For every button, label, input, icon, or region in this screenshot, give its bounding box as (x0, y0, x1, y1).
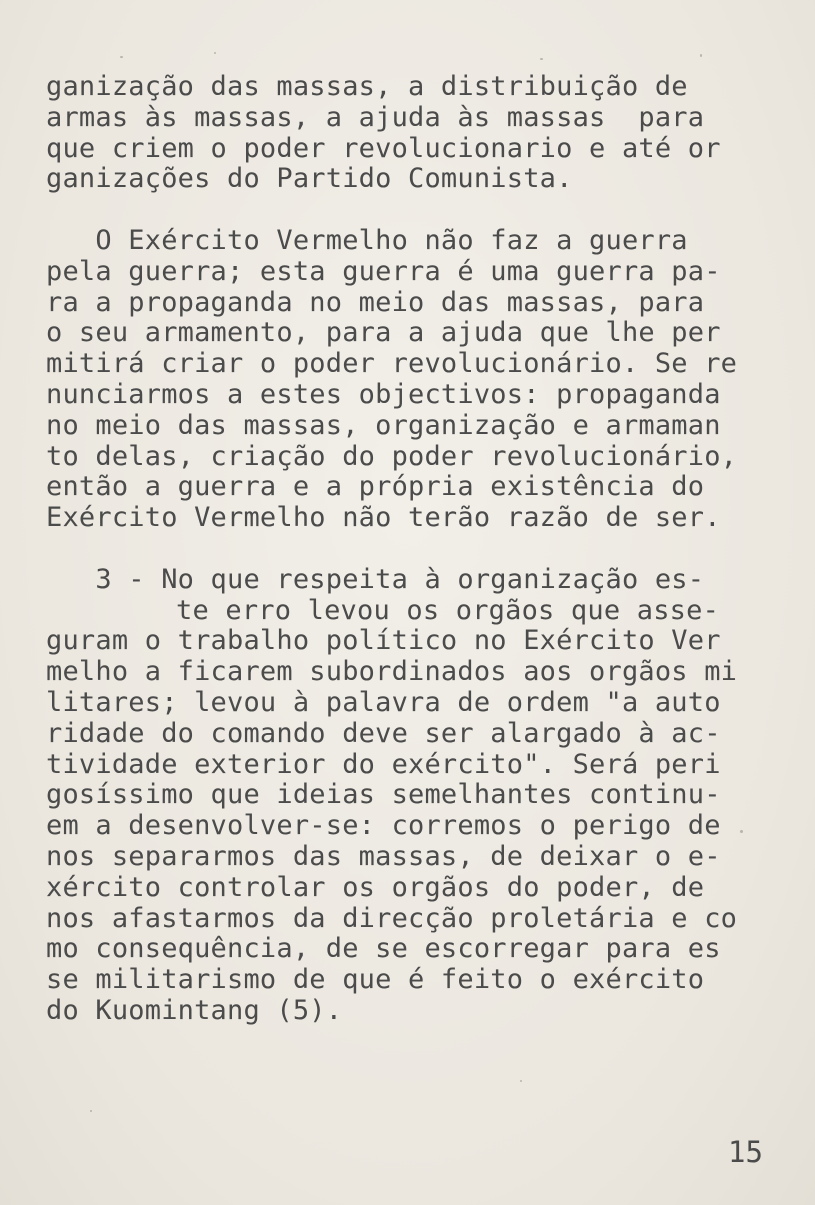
paper-speck (740, 830, 743, 833)
text-line: nos afastarmos da direcção proletária e co (46, 902, 738, 934)
text-line: se militarismo de que é feito o exército (46, 964, 705, 996)
text-line: mitirá criar o poder revolucionário. Se re (46, 348, 738, 380)
text-line: mo consequência, de se escorregar para es (46, 933, 721, 965)
paper-speck (214, 52, 216, 54)
text-line: que criem o poder revolucionario e até or (46, 132, 721, 164)
text-line: ganização das massas, a distribuição de (46, 71, 688, 102)
text-line: Exército Vermelho não terão razão de ser. (46, 502, 721, 534)
text-line: litares; levou à palavra de ordem "a auto (46, 686, 721, 718)
text-line: em a desenvolver-se: corremos o perigo de (46, 810, 721, 842)
text-line: gosíssimo que ideias semelhantes continu- (46, 779, 721, 811)
text-line: nunciarmos a estes objectivos: propaganda (46, 378, 721, 410)
paragraph-gap (46, 534, 786, 565)
text-line: to delas, criação do poder revolucionário, (46, 440, 738, 472)
text-line: então a guerra e a própria existência do (46, 471, 705, 503)
text-line: nos separarmos das massas, de deixar o e- (46, 840, 721, 872)
paragraph-gap (46, 195, 786, 226)
text-line: te erro levou os orgãos que asse- (176, 594, 720, 626)
text-line: melho a ficarem subordinados aos orgãos mi (46, 656, 738, 688)
text-line: pela guerra; esta guerra é uma guerra pa- (46, 255, 721, 287)
paper-speck (700, 54, 702, 57)
paper-speck (120, 56, 123, 58)
text-line: tividade exterior do exército". Será peri (46, 748, 721, 780)
text-line: xército controlar os orgãos do poder, de (46, 871, 705, 903)
text-line: do Kuomintang (5). (46, 994, 343, 1026)
page-number: 15 (728, 1135, 763, 1169)
text-line: ra a propaganda no meio das massas, para (46, 286, 705, 318)
text-line: no meio das massas, organização e armaman (46, 409, 721, 441)
text-line: ridade do comando deve ser alargado à ac- (46, 717, 721, 749)
paper-speck (540, 58, 543, 60)
text-line: 3 - No que respeita à organização es- (46, 563, 705, 595)
text-line: ganizações do Partido Comunista. (46, 163, 573, 195)
text-line: guram o trabalho político no Exército Ver (46, 625, 721, 657)
paper-speck (520, 1080, 522, 1082)
text-line: O Exército Vermelho não faz a guerra (46, 224, 688, 256)
text-line: o seu armamento, para a ajuda que lhe per (46, 317, 721, 349)
text-line: armas às massas, a ajuda às massas para (46, 101, 705, 133)
body-text (46, 72, 786, 1027)
paper-speck (90, 1110, 92, 1112)
